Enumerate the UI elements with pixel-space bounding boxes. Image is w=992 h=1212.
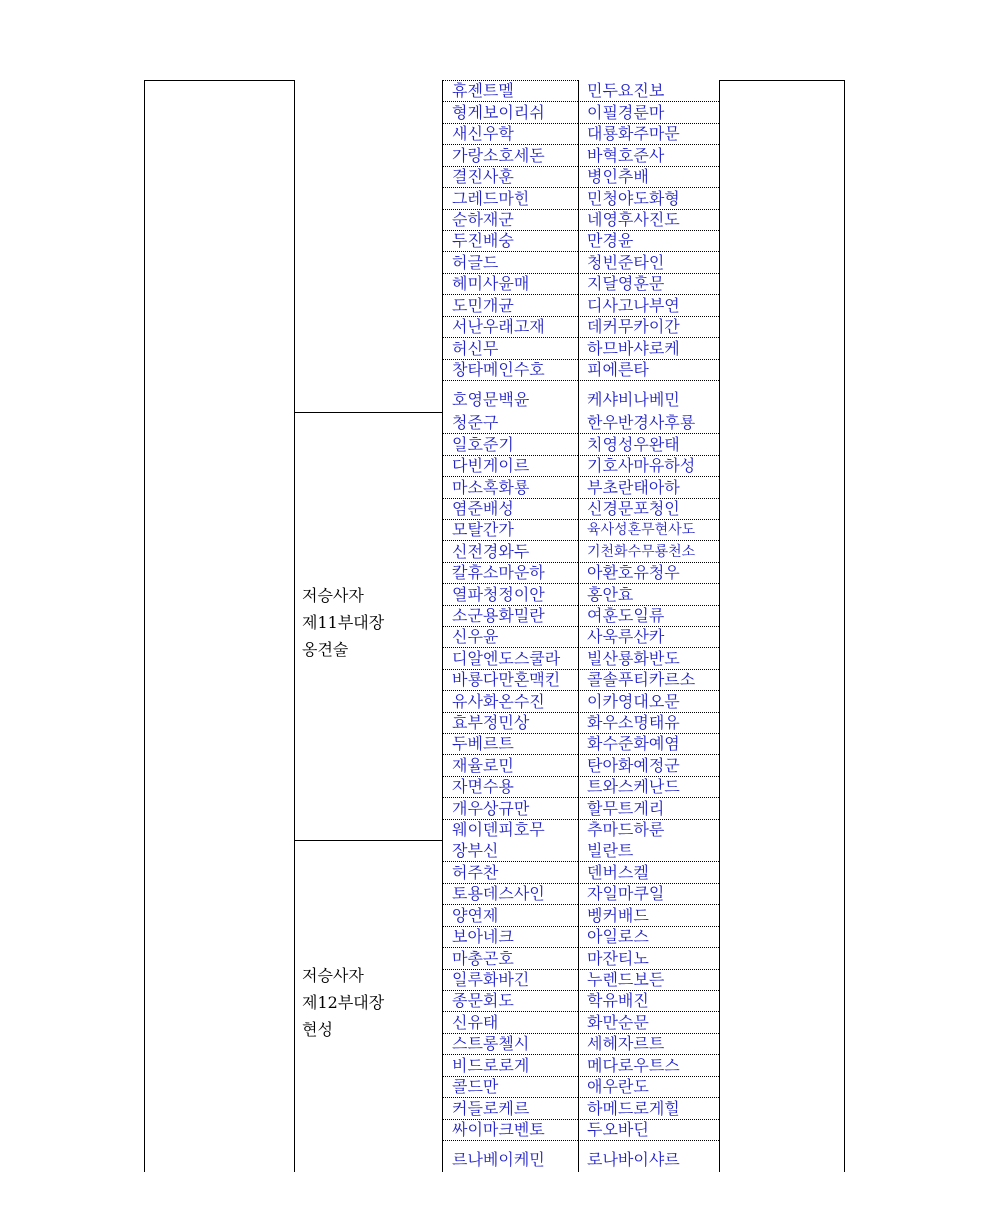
name-cell-left: 마소혹화룡 [452,477,530,497]
group-label-line: 제12부대장 [302,992,385,1012]
name-cell-left: 신우윤 [452,627,499,647]
name-cell-right: 기호사마유하성 [587,456,696,476]
name-cell-right: 피에른타 [587,360,649,379]
group-separator-1 [294,412,442,413]
name-cell-right: 탄아화예정군 [587,755,680,775]
name-cell-right: 바혁호준사 [587,145,665,165]
name-cell-left: 그레드마힌 [452,188,530,208]
name-cell-left: 마총곤호 [452,948,514,968]
name-cell-left: 장부신 [452,841,499,861]
col-border-5 [844,80,845,1172]
group-label-line: 저승사자 [302,585,364,605]
name-cell-left: 자면수용 [452,777,514,797]
name-cell-left: 비드로로게 [452,1055,530,1075]
name-cell-right: 기천화수무룡천소 [587,543,696,560]
name-cell-right: 하므바샤로케 [587,338,680,358]
name-cell-right: 사욱루산카 [587,627,665,647]
name-cell-right: 마잔티노 [587,948,649,968]
group-label-line: 옹견술 [302,639,349,659]
name-cell-left: 일호준기 [452,434,514,454]
row-divider [442,380,578,381]
name-cell-left: 디알엔도스쿨라 [452,648,561,668]
name-cell-right: 메다로우트스 [587,1055,680,1075]
name-cell-left: 유사화온수진 [452,691,545,711]
name-cell-right: 추마드하룬 [587,820,665,839]
name-cell-right: 자일마쿠일 [587,884,665,904]
name-cell-right: 애우란도 [587,1077,649,1097]
name-cell-left: 서난우래고재 [452,317,545,337]
name-cell-left: 순하재군 [452,210,514,229]
name-cell-left: 커들로케르 [452,1098,530,1118]
name-cell-right: 트와스케난드 [587,777,680,797]
name-cell-right: 화우소명태유 [587,713,680,732]
name-cell-left: 소군용화밀란 [452,606,545,625]
name-cell-left: 스트롱첼시 [452,1034,530,1054]
name-cell-left: 도민개균 [452,295,514,315]
col-border-0 [144,80,145,1172]
table-top-border-left [144,80,294,81]
group-separator-2 [294,840,442,841]
name-cell-left: 새신우학 [452,124,514,144]
name-cell-right: 세헤자르트 [587,1034,665,1054]
name-cell-right: 학유배진 [587,991,649,1011]
name-cell-left: 휴젠트멜 [452,81,514,101]
name-cell-left: 청준구 [452,413,499,433]
name-cell-left: 양연제 [452,905,499,925]
name-cell-right: 아일로스 [587,927,649,947]
name-cell-right: 디사고나부연 [587,295,680,315]
name-cell-right: 병인추배 [587,167,649,187]
name-cell-left: 형게보이리쉬 [452,102,545,122]
col-border-4 [719,80,720,1172]
name-cell-left: 개우상규만 [452,798,530,818]
name-cell-left: 콜드만 [452,1077,499,1097]
name-cell-left: 헤미사윤매 [452,274,530,294]
name-cell-right: 화만순문 [587,1012,649,1032]
name-cell-right: 로나바이샤르 [587,1150,680,1169]
name-cell-right: 치영성우완태 [587,434,680,454]
name-cell-left: 웨이덴피호무 [452,820,545,839]
name-cell-right: 두오바딘 [587,1120,649,1139]
col-border-1 [294,80,295,1172]
name-cell-right: 여훈도일류 [587,606,665,625]
name-cell-left: 허주찬 [452,862,499,882]
name-cell-right: 민두요진보 [587,81,665,101]
name-cell-left: 허글드 [452,252,499,272]
name-cell-left: 염준배성 [452,499,514,518]
name-cell-right: 홍안효 [587,584,634,604]
name-cell-right: 빌산룡화반도 [587,648,680,668]
name-cell-right: 데커무카이간 [587,317,680,337]
name-cell-left: 싸이마크벤토 [452,1120,545,1139]
table-top-border-right [719,80,845,81]
name-cell-right: 지달영훈문 [587,274,665,294]
name-cell-right: 부초란태아하 [587,477,680,497]
row-divider [578,380,719,381]
name-cell-left: 가랑소호세돈 [452,145,545,165]
name-cell-left: 바룡다만혼맥킨 [452,670,561,690]
name-cell-right: 한우반경사후룡 [587,413,696,433]
name-cell-right: 아환호유청우 [587,563,680,583]
name-cell-right: 케샤비나베민 [587,390,680,409]
group-label-line: 현성 [302,1019,333,1039]
name-cell-left: 효부정민상 [452,713,530,732]
group-label [302,582,384,663]
name-cell-left: 결진사훈 [452,167,514,187]
name-cell-left: 르나베이케민 [452,1150,545,1169]
name-cell-left: 두베르트 [452,734,514,754]
name-cell-right: 만경윤 [587,231,634,251]
name-cell-left: 토용데스사인 [452,884,545,904]
name-cell-right: 신경문포청인 [587,499,680,518]
name-cell-left: 호영문백윤 [452,390,530,409]
group-label-line: 제11부대장 [302,612,385,632]
name-cell-right: 이카영대오문 [587,691,680,711]
name-cell-right: 화수준화예염 [587,734,680,754]
name-cell-left: 일루화바긴 [452,970,530,989]
name-cell-right: 누렌드보든 [587,970,665,989]
name-cell-left: 창타메인수호 [452,360,545,379]
name-cell-right: 육사성혼무현사도 [587,522,696,539]
name-cell-left: 모탈간가 [452,520,514,540]
name-cell-right: 네영후사진도 [587,210,680,229]
name-cell-left: 허신무 [452,338,499,358]
group-label-line: 저승사자 [302,965,364,985]
name-cell-left: 보아네크 [452,927,514,947]
name-cell-right: 덴버스켈 [587,862,649,882]
character-table [144,80,845,1172]
name-cell-left: 신전경와두 [452,541,530,561]
name-cell-right: 대룡화주마문 [587,124,680,144]
name-cell-right: 할무트게리 [587,798,665,818]
name-cell-right: 하메드로게힐 [587,1098,680,1118]
name-cell-left: 열파청정이안 [452,584,545,604]
name-cell-left: 두진배숭 [452,231,514,251]
name-cell-left: 재율로민 [452,755,514,775]
name-cell-left: 다빈게이르 [452,456,530,476]
name-cell-right: 콜솔푸티카르소 [587,670,696,690]
name-cell-right: 민청야도화형 [587,188,680,208]
name-cell-right: 빌란트 [587,841,634,861]
row-divider [442,1140,578,1141]
name-cell-right: 이필경룬마 [587,102,665,122]
name-cell-left: 칼휴소마운하 [452,563,545,583]
name-cell-left: 종문회도 [452,991,514,1011]
row-divider [578,1140,719,1141]
name-cell-right: 청빈준타인 [587,252,665,272]
name-cell-right: 벵커배드 [587,905,649,925]
group-label [302,962,384,1043]
name-cell-left: 신유태 [452,1012,499,1032]
